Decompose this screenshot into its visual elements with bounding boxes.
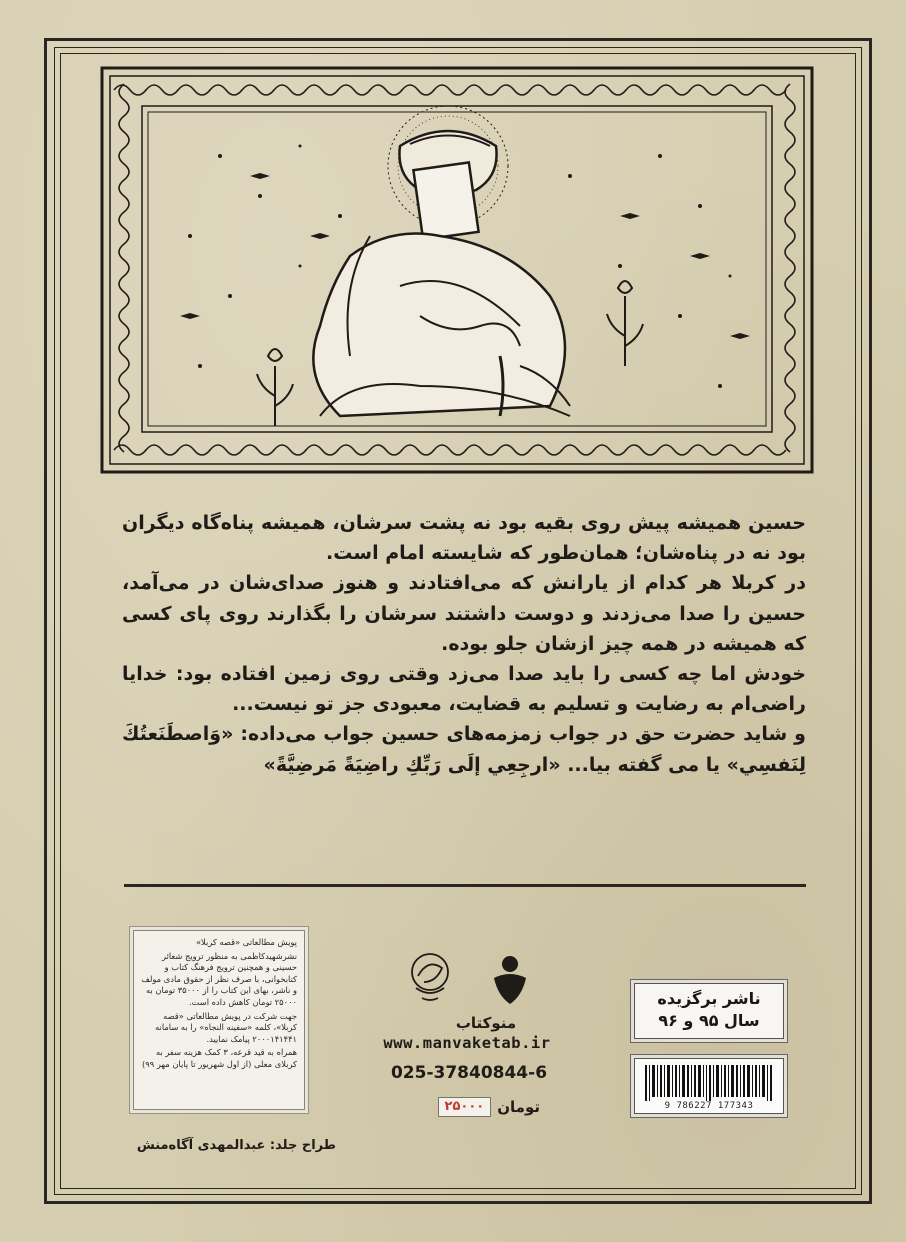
publisher-phone: 025-37840844-6 (390, 1063, 548, 1083)
paragraph-4: و شاید حضرت حق در جواب زمزمه‌های حسین جواب می‌داده: «وَاصطَنَعتُكَ لِنَفسِي» یا می گفته بیا... «ارجِعِي إلَى رَبِّكِ راضِيَةً مَرضِيَّةً» (122, 723, 806, 776)
cover-illustration (100, 66, 814, 474)
horizontal-divider (124, 884, 806, 887)
price-value: ۲۵۰۰۰ (438, 1097, 492, 1117)
cover-designer-credit: طراح جلد: عبدالمهدی آگاه‌منش (136, 1138, 336, 1153)
award-title: ناشر برگزیده (657, 989, 761, 1008)
back-cover-text (122, 508, 806, 780)
bird-emblem-icon (412, 954, 448, 1000)
publisher-website: www.manvaketab.ir (383, 1034, 551, 1052)
isbn-barcode (634, 1058, 784, 1114)
notice-prize-note: همراه به قید قرعه، ۳ کمک هزینه سفر به کربلای معلی (از اول شهریور تا پایان مهر ۹۹) (142, 1047, 297, 1069)
price-unit: تومان (497, 1098, 540, 1116)
paragraph-3: خودش اما چه کسی را باید صدا می‌زد وقتی روی زمین افتاده بود: خدایا راضی‌ام به رضایت و تسلیم به قضایت، معبودی جز تو نیست... (122, 663, 806, 716)
paragraph-1: حسین همیشه پیش روی بقیه بود نه پشت سرشان، همیشه پناه‌گاه دیگران بود نه در پناه‌شان؛ همان‌طور که شایسته امام است. (122, 512, 806, 565)
notice-price-note: نشرشهیدکاظمی به منظور ترویج شعائر حسینی و همچنین ترویج فرهنگ کتاب و کتابخوانی، با صرف نظر از حقوق مادی مولف و ناشر، بهای این کتاب را از ۳۵۰۰۰ تومان به ۲۵۰۰۰ تومان کاهش داده است. (141, 950, 297, 1007)
publisher-logo-name: منوکتاب (455, 1014, 517, 1032)
price-row (400, 1094, 540, 1120)
paragraph-2: در کربلا هر کدام از یارانش که می‌افتادند و هنوز صدای‌شان در می‌آمد، حسین را صدا می‌زدند و دوست داشتند سرشان را بگذارند روی پای کسی که همیشه در همه چیز ازشان جلو بوده. (122, 572, 806, 655)
isbn-digits: 9 786227 177343 (664, 1101, 754, 1111)
publisher-award-badge (634, 983, 784, 1039)
notice-sms-note: جهت شرکت در پویش مطالعاتی «قصه کربلا»، کلمه «سفینه النجاه» را به سامانه ۲۰۰۰۱۴۱۴۴۱ پیامک نمایید. (155, 1010, 297, 1044)
publisher-logo-icon (494, 956, 526, 1004)
award-years: سال ۹۵ و ۹۶ (658, 1011, 760, 1030)
notice-title: پویش مطالعاتی «قصه کربلا» (195, 937, 297, 947)
reading-campaign-notice (133, 930, 305, 1110)
